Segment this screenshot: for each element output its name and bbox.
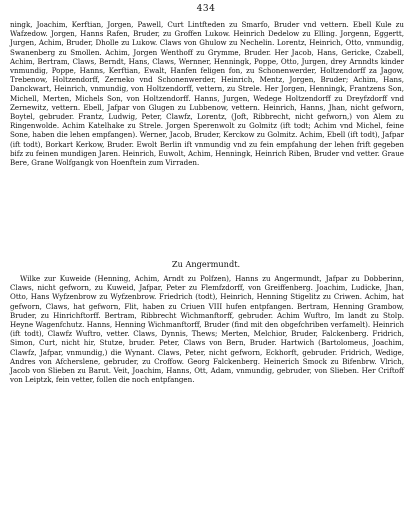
paragraph-angermundt: Wilke zur Kuweide (Henning, Achim, Arndt zu Polfzen), Hanns zu Angermundt, Jafpar zu Dobberinn, Claws, nicht gefworn, zu Kuweid, Jafpar, Peter zu Flemfzdorff, von Greiffenberg. Joachim, Ludicke, Jhan, Otto, Hans Wyfzenbrow zu Wyfzenbrow. Friedrich (todt), Heinrich, Henning Stigelitz zu Criwen. Achim, hat gefworn, Claws, hat gefworn, Flit, haben zu Criuen VIII hufen entpfangen. Bertram, Henning Grambow, Bruder, zu Hinrichftorff. Bertram, Ribbrecht Wichmanftorff, gebruder. Achim Wuftro, Im landt zu Stolp. Heyne Wagenfchutz. Hanns, Henning Wichmanftorff, Bruder (find mit den obgefchriben verfamelt). Heinrich (ift todt), Clawfz Wuftro, vetter. Claws, Dynnis, Thews; Merten, Melchior, Bruder, Falckenberg. Fridrich, Simon, Curt, nicht hir, Stutze, bruder. Peter, Claws von Bern, Bruder. Hartwich (Bartolomeus, Joachim, Clawfz, Jafpar, vnmundig,) die Wynant. Claws, Peter, nicht gefworn, Eckhorft, gebruder. Fridrich, Wedige, Andres von Afcherslene, gebruder, zu Croffow. Georg Falckenberg. Heinerich Smock zu Bifenbrw. Vlrich, Jacob von Slieben zu Barut. Veit, Joachim, Hanns, Ott, Adam, vnmundig, gebruder, von Slieben. Her Criftoff von Leiptzk, fein vetter, follen die noch entpfangen. <box>10 274 404 385</box>
section-heading: Zu Angermundt. <box>171 259 241 269</box>
page-number: 434 <box>196 4 216 14</box>
paragraph-continued: ningk, Joachim, Kerftian, Jorgen, Pawell, Curt Lintfteden zu Smarfo, Bruder vnd vettern. Ebell Kule zu Wafzedow. Jorgen, Hanns Rafen, Bruder, zu Groffen Lukow. Heinrich Dedelow zu Elling. Jorgenn, Eggertt, Jurgen, Achim, Bruder, Dholle zu Lukow. Claws von Ghulow zu Nechelin. Lorentz, Heinrich, Otto, vnmundig, Swanenberg zu Smollen. Achim, Jorgen Wenthoff zu Grymme, Bruder. Her Jacob, Hans, Gericke, Czabell, Achim, Bertram, Claws, Berndt, Hans, Claws, Wernner, Henningk, Poppe, Otto, Jurgen, drey Arnndts kinder vnmundig, Poppe, Hanns, Kerftian, Ewalt, Hanfen feligen fon, zu Schonenwerder, Holtzendorff za Jagow, Trebenow, Holtzendorff, Zerneko vnd Schonenwerder, Heinrich, Mentz, Jorgen, Bruder; Achim, Hans, Danckwart, Heinrich, vnmundig, von Holtzendorff, vettern, zu Strele. Her Jorgen, Henningk, Frantzens Son, Michell, Merten, Michels Son, von Holtzendorff. Hanns, Jurgen, Wedege Holtzendorff zu Dreyfzdorff vnd Zernewitz, vettern. Ebell, Jafpar von Glugen zu Lubbenow, vettern. Heinrich, Hanns, Jhan, nicht gefworn, Boytel, gebruder. Frantz, Ludwig, Peter, Clawfz, Lorentz, (Joft, Ribbrecht, nicht gefworn,) von Alem zu Ringenwolde. Achim Katelhake zu Strele. Jorgen Sperenwolt zu Golmitz (ift todt; Achim vnd Michel, feine Sone, haben die lehen empfangen). Werner, Jacob, Bruder, Kerckow zu Golmitz. Achim, Ebell (ift todt), Jafpar (ift todt), Borkart Kerkow, Bruder. Ewolt Berlin ift vnmundig vnd zu fein empfahung der lehen frift gegeben bifz zu feinen mundigen Jaren. Heinrich, Euwolt, Achim, Henningk, Heinrich Riben, Bruder vnd vetter. Graue Bere, Grane Wolfgangk von Hoenftein zum Virraden. <box>10 20 404 168</box>
